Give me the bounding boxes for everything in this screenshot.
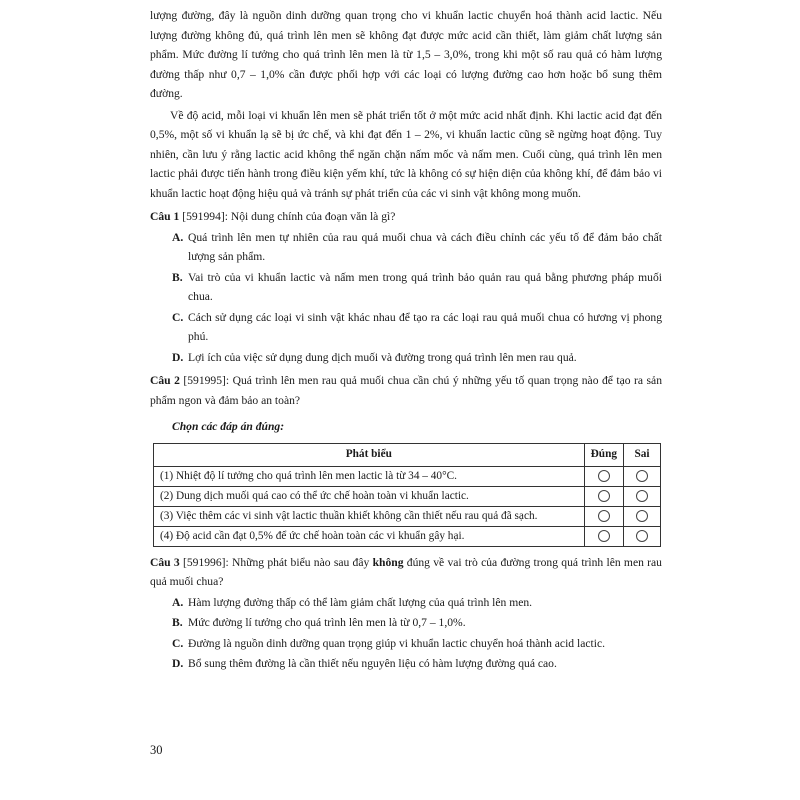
question-3 — [150, 553, 662, 674]
question-2-text: [591995]: Quá trình lên men rau quả muối chua cần chú ý những yếu tố quan trọng nào để tạo ra sản phẩm ngon và đảm bảo an toàn? — [150, 374, 662, 407]
question-1 — [150, 207, 662, 367]
option-text: Bổ sung thêm đường là cần thiết nếu nguyên liệu có hàm lượng đường quá cao. — [188, 657, 557, 670]
option-letter: B. — [172, 616, 183, 629]
false-cell — [624, 486, 661, 506]
question-1-text: [591994]: Nội dung chính của đoạn văn là gì? — [179, 210, 396, 223]
true-radio[interactable] — [598, 510, 610, 522]
question-1-stem — [150, 207, 662, 227]
option-letter: B. — [172, 270, 183, 284]
header-true: Đúng — [584, 443, 623, 466]
header-statement: Phát biểu — [154, 443, 585, 466]
question-3-emphasis: không — [372, 555, 404, 569]
question-2-instruction: Chọn các đáp án đúng: — [172, 420, 285, 433]
option-letter: C. — [172, 636, 184, 650]
header-false: Sai — [624, 443, 661, 466]
true-radio[interactable] — [598, 530, 610, 542]
false-radio[interactable] — [636, 490, 648, 502]
option-text: Quá trình lên men tự nhiên của rau quả muối chua và cách điều chỉnh các yếu tố để đảm bảo chất lượng sản phẩm. — [188, 230, 662, 263]
false-cell — [624, 526, 661, 546]
option-letter: A. — [172, 230, 184, 244]
option-letter: D. — [172, 350, 184, 364]
table-row — [154, 466, 661, 486]
question-2 — [150, 371, 662, 547]
question-2-stem — [150, 371, 662, 410]
table-row — [154, 526, 661, 546]
statement-cell: (1) Nhiệt độ lí tưởng cho quá trình lên men lactic là từ 34 – 40°C. — [154, 466, 585, 486]
option-text: Lợi ích của việc sử dụng dung dịch muối và đường trong quá trình lên men rau quả. — [188, 350, 577, 364]
page-number: 30 — [150, 743, 163, 757]
table-header-row — [154, 443, 661, 466]
true-radio[interactable] — [598, 470, 610, 482]
true-cell — [584, 506, 623, 526]
option-text: Hàm lượng đường thấp có thể làm giảm chất lượng của quá trình lên men. — [188, 595, 533, 609]
question-2-number: Câu 2 — [150, 374, 180, 387]
question-3-number: Câu 3 — [150, 555, 180, 569]
false-radio[interactable] — [636, 470, 648, 482]
question-3-option-b[interactable] — [172, 613, 662, 633]
true-radio[interactable] — [598, 490, 610, 502]
option-letter: C. — [172, 310, 184, 324]
true-false-table — [153, 443, 661, 547]
question-1-number: Câu 1 — [150, 210, 180, 223]
option-text: Mức đường lí tưởng cho quá trình lên men là từ 0,7 – 1,0%. — [188, 616, 466, 629]
question-3-text-a: [591996]: Những phát biểu nào sau đây — [179, 555, 373, 569]
true-cell — [584, 466, 623, 486]
question-1-options — [150, 228, 662, 368]
option-letter: D. — [172, 657, 184, 670]
false-cell — [624, 506, 661, 526]
table-row — [154, 506, 661, 526]
statement-cell: (4) Độ acid cần đạt 0,5% để ức chế hoàn toàn các vi khuẩn gây hại. — [154, 526, 585, 546]
question-3-option-a[interactable] — [172, 593, 662, 613]
document-page — [150, 6, 662, 675]
statement-cell: (3) Việc thêm các vi sinh vật lactic thuần khiết không cần thiết nếu rau quả đã sạch. — [154, 506, 585, 526]
option-text: Cách sử dụng các loại vi sinh vật khác nhau để tạo ra các loại rau quả muối chua có hương vị phong phú. — [188, 310, 662, 343]
option-text: Đường là nguồn dinh dưỡng quan trọng giúp vi khuẩn lactic chuyển hoá thành acid lactic. — [188, 636, 605, 650]
table-row — [154, 486, 661, 506]
false-radio[interactable] — [636, 510, 648, 522]
question-3-options — [150, 593, 662, 674]
paragraph-acidity: Về độ acid, mỗi loại vi khuẩn lên men sẽ phát triển tốt ở một mức acid nhất định. Khi lactic acid đạt đến 0,5%, một số vi khuẩn lạ sẽ bị ức chế, và khi đạt đến 1 – 2%, vi khuẩn lactic cũng sẽ ngừng hoạt động. Tuy nhiên, cần lưu ý rằng lactic acid không thể ngăn chặn nấm mốc và nấm men. Cuối cùng, quá trình lên men lactic phải được tiến hành trong điều kiện yếm khí, tức là không có sự hiện diện của không khí, để đảm bảo vi khuẩn lactic hoạt động hiệu quả và tránh sự phát triển của các vi sinh vật không mong muốn. — [150, 108, 662, 200]
true-cell — [584, 486, 623, 506]
question-1-option-d[interactable] — [172, 348, 662, 368]
question-3-option-c[interactable] — [172, 634, 662, 654]
question-3-option-d[interactable] — [172, 654, 662, 674]
false-cell — [624, 466, 661, 486]
option-letter: A. — [172, 595, 184, 609]
question-3-stem — [150, 553, 662, 592]
question-3-text-b: đúng về vai trò của đường trong quá trình lên men rau quả muối chua? — [150, 555, 662, 588]
statement-cell: (2) Dung dịch muối quá cao có thể ức chế hoàn toàn vi khuẩn lactic. — [154, 486, 585, 506]
question-1-option-c[interactable] — [172, 308, 662, 347]
false-radio[interactable] — [636, 530, 648, 542]
question-1-option-b[interactable] — [172, 268, 662, 307]
option-text: Vai trò của vi khuẩn lactic và nấm men trong quá trình bảo quản rau quả bằng phương pháp muối chua. — [188, 270, 662, 303]
true-cell — [584, 526, 623, 546]
question-1-option-a[interactable] — [172, 228, 662, 267]
paragraph-sugar: lượng đường, đây là nguồn dinh dưỡng quan trọng cho vi khuẩn lactic chuyển hoá thành acid lactic. Nếu lượng đường không đủ, quá trình lên men sẽ không đạt được mức acid cần thiết, làm giảm chất lượng sản phẩm. Mức đường lí tưởng cho quá trình lên men là từ 1,5 – 3,0%, trong khi một số rau quả có hàm lượng đường thấp như 0,7 – 1,0% cần được phối hợp với các loại có lượng đường cao hơn hoặc bổ sung thêm đường. — [150, 9, 662, 100]
